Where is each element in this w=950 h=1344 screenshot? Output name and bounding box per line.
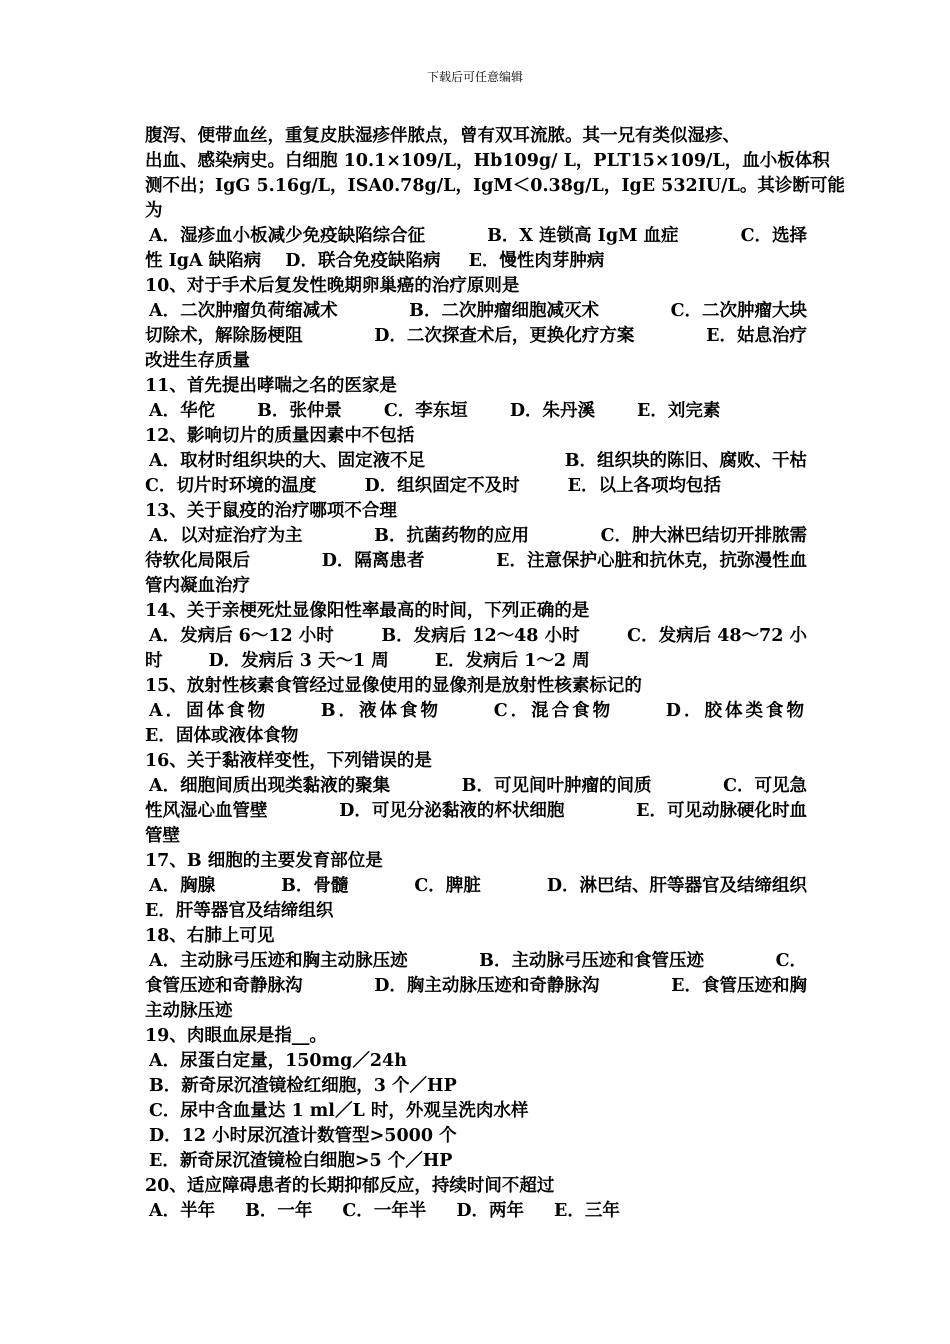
option: 食管压迹和奇静脉沟 bbox=[145, 976, 303, 996]
question-stem: 20、适应障碍患者的长期抑郁反应，持续时间不超过 bbox=[145, 1176, 555, 1196]
option: 切除术，解除肠梗阻 bbox=[145, 326, 303, 346]
option: B．液体食物 bbox=[320, 701, 442, 721]
option-row bbox=[145, 299, 807, 324]
option-row bbox=[145, 799, 807, 824]
option-continuation: 主动脉压迹 bbox=[145, 1001, 233, 1021]
question-stem: 15、放射性核素食管经过显像使用的显像剂是放射性核素标记的 bbox=[145, 676, 642, 696]
question-stem: 18、右肺上可见 bbox=[145, 926, 275, 946]
option: C．切片时环境的温度 bbox=[145, 476, 317, 496]
option-row bbox=[145, 524, 807, 549]
option: C．尿中含血量达 1 ml／L 时，外观呈洗肉水样 bbox=[149, 1101, 529, 1121]
option: D．朱丹溪 bbox=[509, 401, 595, 421]
option: D．发病后 3 天～1 周 bbox=[208, 651, 389, 671]
option: A．取材时组织块的大、固定液不足 bbox=[149, 451, 426, 471]
question-stem: 17、B 细胞的主要发育部位是 bbox=[145, 851, 383, 871]
option-row bbox=[145, 624, 807, 649]
option: A．发病后 6～12 小时 bbox=[149, 626, 334, 646]
page-header: 下载后可任意编辑 bbox=[426, 70, 523, 84]
option: C．混合食物 bbox=[493, 701, 614, 721]
option-continuation: 改进生存质量 bbox=[145, 351, 250, 371]
option-row bbox=[145, 699, 807, 724]
option-continuation: 管内凝血治疗 bbox=[145, 576, 250, 596]
question-stem: 16、关于黏液样变性，下列错误的是 bbox=[145, 751, 432, 771]
option: E．食管压迹和胸 bbox=[671, 976, 807, 996]
question-stem: 14、关于亲梗死灶显像阳性率最高的时间，下列正确的是 bbox=[145, 601, 590, 621]
option: E．姑息治疗 bbox=[706, 326, 807, 346]
option: B．可见间叶肿瘤的间质 bbox=[461, 776, 652, 796]
option: B．抗菌药物的应用 bbox=[374, 526, 529, 546]
option: 时 bbox=[145, 651, 163, 671]
option-row bbox=[145, 774, 807, 799]
option-row bbox=[145, 1199, 807, 1224]
option: E．注意保护心脏和抗休克，抗弥漫性血 bbox=[496, 551, 807, 571]
option: C．发病后 48～72 小 bbox=[627, 626, 807, 646]
option: C．脾脏 bbox=[414, 876, 481, 896]
option: D．二次探查术后，更换化疗方案 bbox=[374, 326, 635, 346]
option-row bbox=[145, 649, 807, 674]
option: B．主动脉弓压迹和食管压迹 bbox=[479, 951, 704, 971]
option-row bbox=[145, 949, 807, 974]
option: B．组织块的陈旧、腐败、干枯 bbox=[564, 451, 807, 471]
question-list bbox=[145, 124, 845, 1224]
option: C．选择 bbox=[740, 226, 807, 246]
option-row bbox=[145, 249, 807, 274]
option-row bbox=[145, 549, 807, 574]
option: A．胸腺 bbox=[149, 876, 216, 896]
option: D．12 小时尿沉渣计数管型>5000 个 bbox=[149, 1126, 457, 1146]
option: A．固体食物 bbox=[149, 701, 269, 721]
option: A．华佗 bbox=[149, 401, 216, 421]
option: E．肝等器官及结缔组织 bbox=[145, 901, 334, 921]
option: D．组织固定不及时 bbox=[364, 476, 520, 496]
intro-line: 腹泻、便带血丝，重复皮肤湿疹伴脓点，曾有双耳流脓。其一兄有类似湿疹、 bbox=[145, 126, 740, 146]
option: C．二次肿瘤大块 bbox=[670, 301, 807, 321]
question-stem: 11、首先提出哮喘之名的医家是 bbox=[145, 376, 397, 396]
option: E．固体或液体食物 bbox=[145, 726, 299, 746]
option: D．淋巴结、肝等器官及结缔组织 bbox=[546, 876, 807, 896]
option: A．主动脉弓压迹和胸主动脉压迹 bbox=[149, 951, 408, 971]
option: B．新奇尿沉渣镜检红细胞，3 个／HP bbox=[149, 1076, 457, 1096]
question-stem: 10、对于手术后复发性晚期卵巢癌的治疗原则是 bbox=[145, 276, 520, 296]
option: D．两年 bbox=[456, 1201, 524, 1221]
option: C．一年半 bbox=[342, 1201, 427, 1221]
option: E．三年 bbox=[554, 1201, 620, 1221]
option: B．张仲景 bbox=[257, 401, 342, 421]
option: D．隔离患者 bbox=[321, 551, 425, 571]
option-row bbox=[145, 224, 807, 249]
option-continuation: 管壁 bbox=[145, 826, 180, 846]
option: B．X 连锁高 IgM 血症 bbox=[487, 226, 679, 246]
option-row bbox=[145, 974, 807, 999]
option: D．胸主动脉压迹和奇静脉沟 bbox=[374, 976, 600, 996]
intro-line: 测不出；IgG 5.16g/L，ISA0.78g/L，IgM＜0.38g/L，IgE 532IU/L。其诊断可能 bbox=[145, 176, 845, 196]
option: E．慢性肉芽肿病 bbox=[468, 251, 605, 271]
option: D．胶体类食物 bbox=[665, 701, 807, 721]
option: C． bbox=[775, 951, 807, 971]
option: B．二次肿瘤细胞减灭术 bbox=[409, 301, 599, 321]
option: A．湿疹血小板减少免疫缺陷综合征 bbox=[149, 226, 426, 246]
option: E．新奇尿沉渣镜检白细胞>5 个／HP bbox=[149, 1151, 453, 1171]
option: A．半年 bbox=[149, 1201, 216, 1221]
option: D．可见分泌黏液的杯状细胞 bbox=[339, 801, 565, 821]
option-row bbox=[145, 449, 807, 474]
option: C．可见急 bbox=[723, 776, 807, 796]
option: A．尿蛋白定量，150mg／24h bbox=[149, 1051, 407, 1071]
option: A．以对症治疗为主 bbox=[149, 526, 303, 546]
option: E．以上各项均包括 bbox=[567, 476, 721, 496]
option: B．发病后 12～48 小时 bbox=[381, 626, 580, 646]
option-row bbox=[145, 399, 807, 424]
option: D．联合免疫缺陷病 bbox=[285, 251, 441, 271]
intro-line: 为 bbox=[145, 201, 163, 221]
option: C．李东垣 bbox=[383, 401, 468, 421]
option-row bbox=[145, 324, 807, 349]
option: A．二次肿瘤负荷缩减术 bbox=[149, 301, 338, 321]
option: B．一年 bbox=[245, 1201, 313, 1221]
option: 性风湿心血管壁 bbox=[145, 801, 268, 821]
question-stem: 19、肉眼血尿是指__。 bbox=[145, 1026, 327, 1046]
option: E．发病后 1～2 周 bbox=[434, 651, 590, 671]
option-row bbox=[145, 874, 807, 899]
option: E．可见动脉硬化时血 bbox=[636, 801, 807, 821]
option: 待软化局限后 bbox=[145, 551, 250, 571]
option: 性 IgA 缺陷病 bbox=[145, 251, 262, 271]
option: A．细胞间质出现类黏液的聚集 bbox=[149, 776, 391, 796]
option: E．刘完素 bbox=[637, 401, 721, 421]
intro-line: 出血、感染病史。白细胞 10.1×109/L，Hb109g/ L，PLT15×109/L，血小板体积 bbox=[145, 151, 830, 171]
option-row bbox=[145, 474, 807, 499]
option: B．骨髓 bbox=[281, 876, 349, 896]
question-stem: 13、关于鼠疫的治疗哪项不合理 bbox=[145, 501, 397, 521]
option: C．肿大淋巴结切开排脓需 bbox=[600, 526, 807, 546]
question-stem: 12、影响切片的质量因素中不包括 bbox=[145, 426, 415, 446]
